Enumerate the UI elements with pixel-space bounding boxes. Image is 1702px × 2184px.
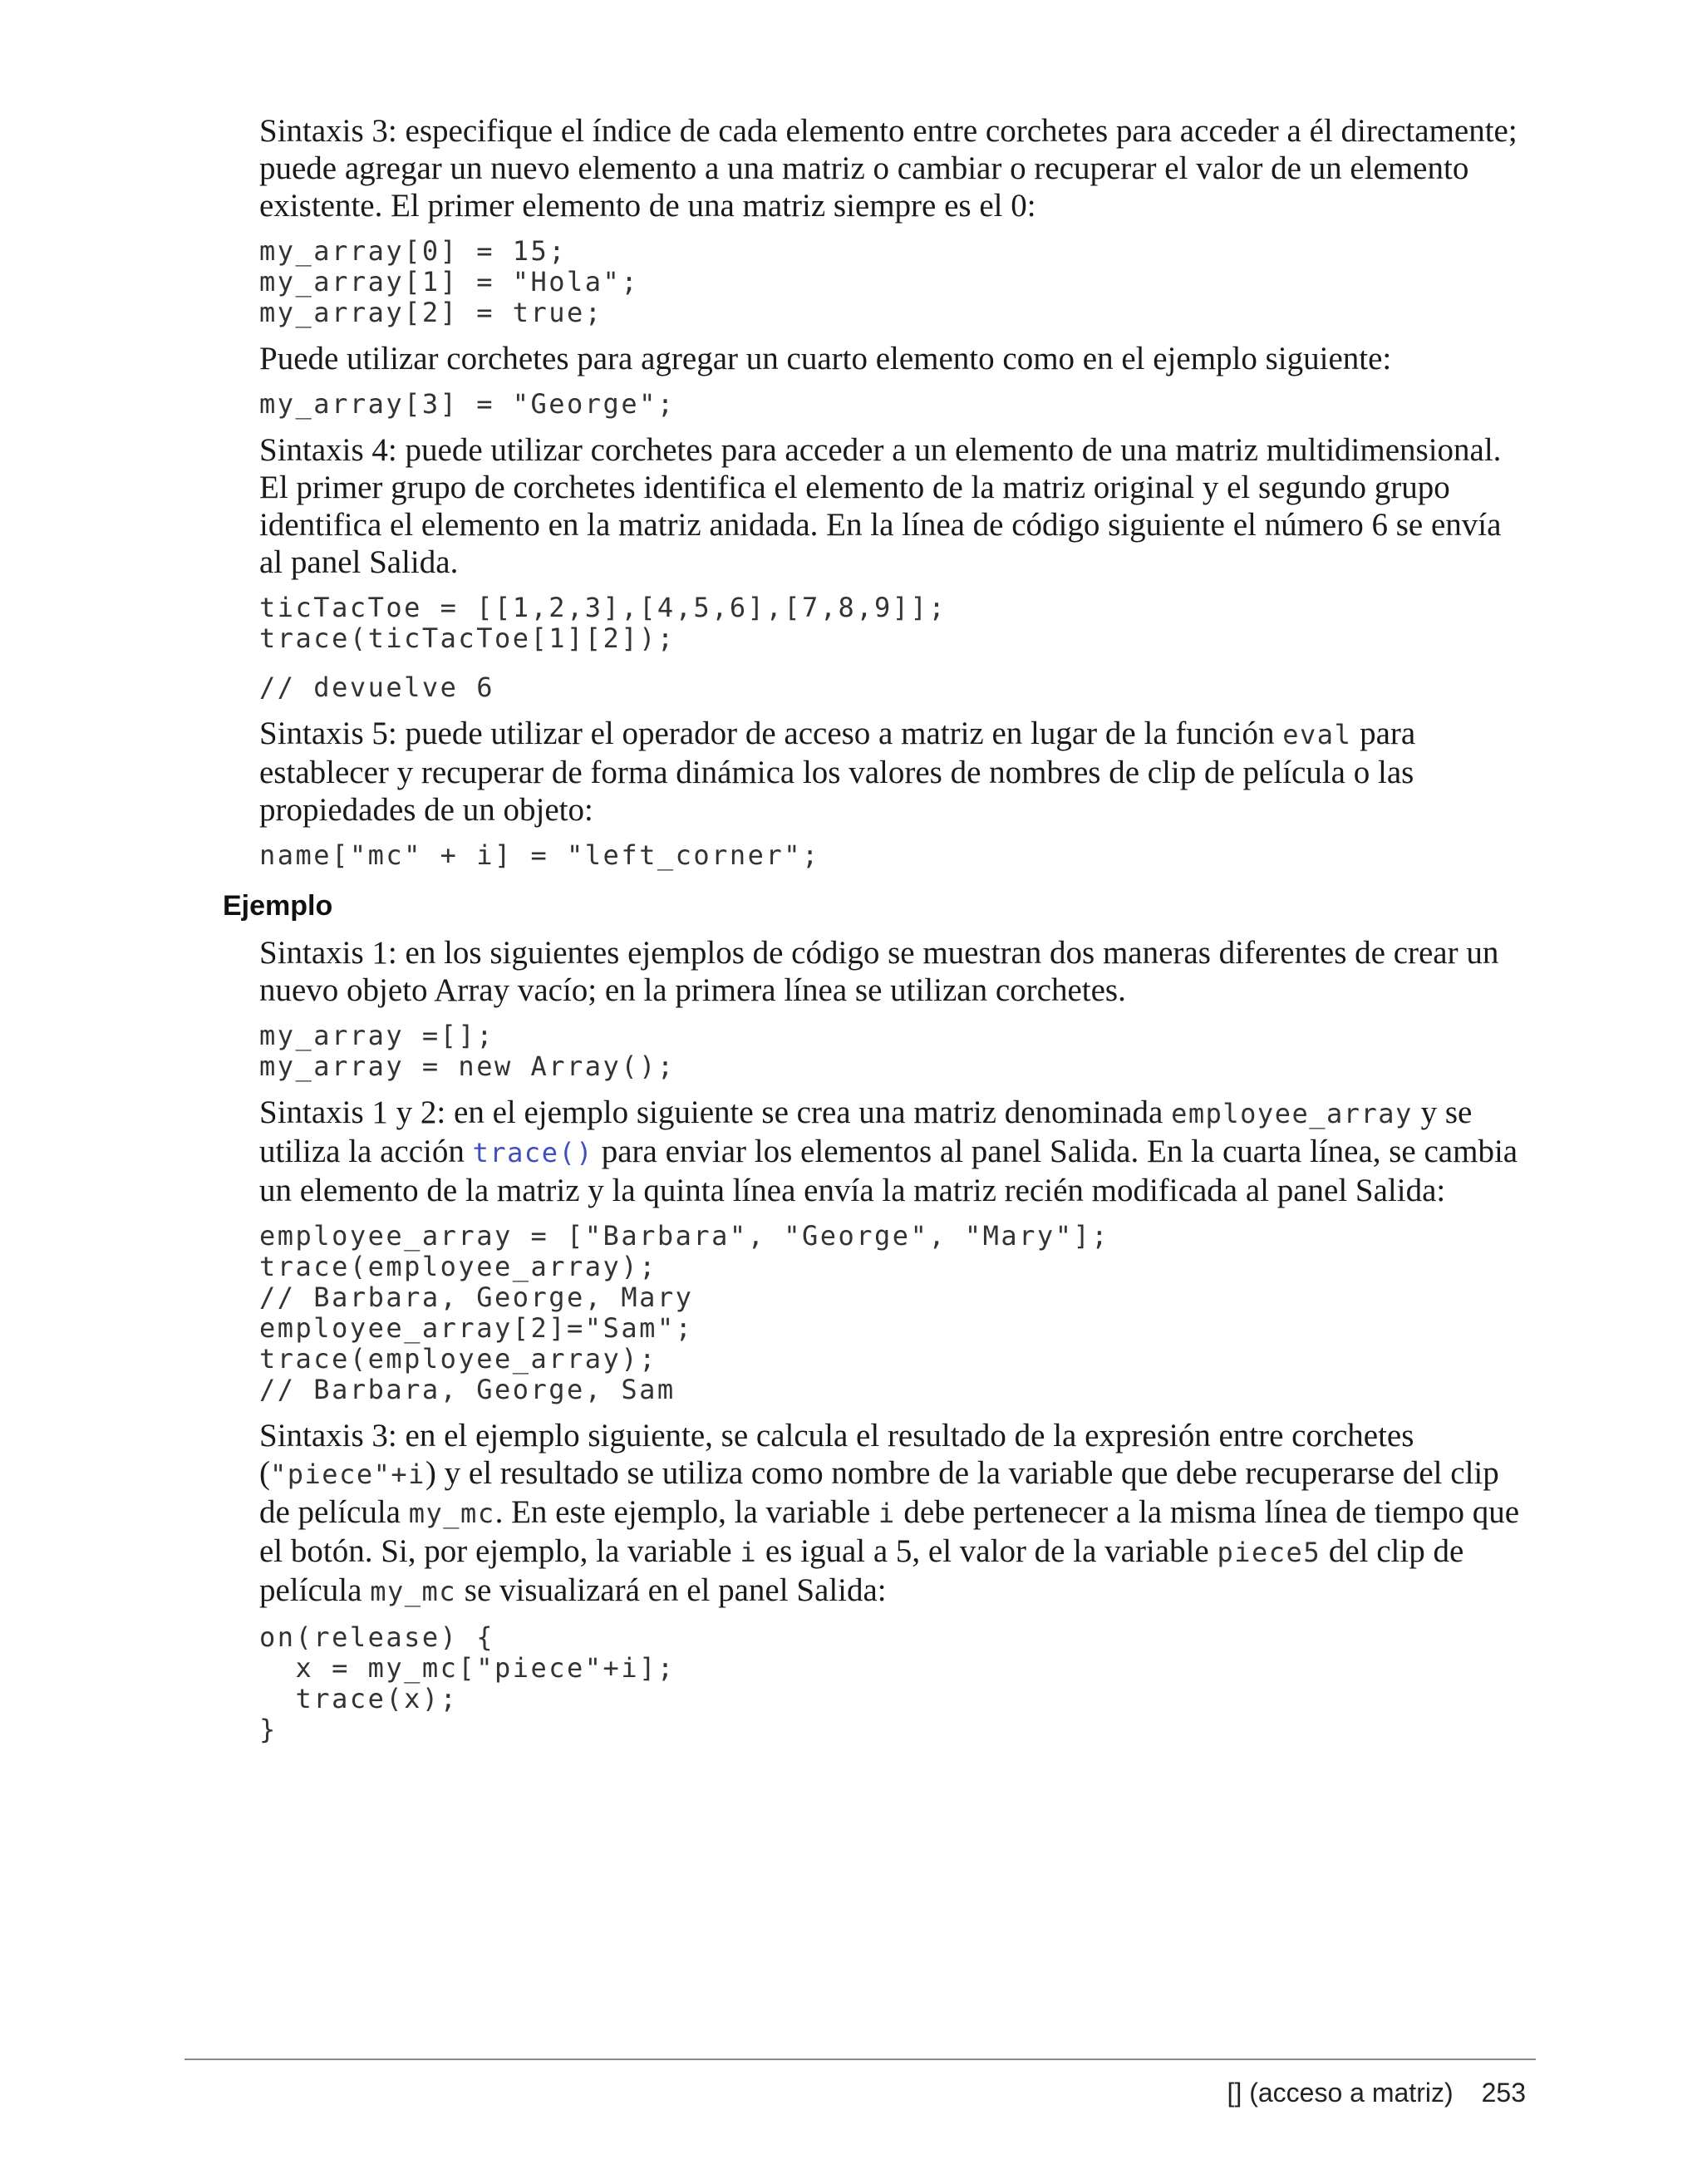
text-run: . En este ejemplo, la variable — [494, 1494, 878, 1530]
inline-code-employee-array: employee_array — [1171, 1098, 1413, 1129]
inline-code-i: i — [740, 1537, 758, 1568]
text-run: Sintaxis 5: puede utilizar el operador de acceso a matriz en lugar de la función — [259, 716, 1283, 751]
paragraph-syntax-3: Sintaxis 3: especifique el índice de cada elemento entre corchetes para acceder a él directamente; puede agregar un nuevo elemento a una matriz o cambiar o recuperar el valor de un elemento existente. El primer elemento de una matriz siempre es el 0: — [259, 113, 1518, 224]
page-number: 253 — [1481, 2078, 1526, 2108]
inline-code-my-mc: my_mc — [408, 1498, 495, 1529]
section-heading-example: Ejemplo — [223, 890, 333, 922]
trace-link[interactable]: trace() — [472, 1137, 593, 1168]
paragraph-example-syntax-1-2 — [259, 1094, 1531, 1209]
text-run: y se utiliza la acción — [259, 1094, 1473, 1169]
text-run: Sintaxis 3: en el ejemplo siguiente, se calcula el resultado de la expresión entre corchetes ( — [259, 1418, 1414, 1491]
paragraph-syntax-4: Sintaxis 4: puede utilizar corchetes para acceder a un elemento de una matriz multidimensional. El primer grupo de corchetes identifica el elemento de la matriz original y el segundo grupo identifica el elemento en la matriz anidada. En la línea de código siguiente el número 6 se envía al panel Salida. — [259, 432, 1502, 580]
page-footer — [1227, 2078, 1526, 2108]
text-run: para establecer y recuperar de forma dinámica los valores de nombres de clip de película o las propiedades de un objeto: — [259, 716, 1416, 828]
code-block-dynamic-name: name["mc" + i] = "left_corner"; — [259, 839, 820, 871]
text-run: ) y el resultado se utiliza como nombre de la variable que debe recuperarse del clip de película — [259, 1455, 1499, 1530]
code-block-on-release: on(release) { x = my_mc["piece"+i]; trace(x); } — [259, 1621, 676, 1745]
footer-divider — [184, 2059, 1536, 2060]
text-run: Sintaxis 1 y 2: en el ejemplo siguiente se crea una matriz denominada — [259, 1094, 1172, 1130]
code-block-array-index: my_array[0] = 15; my_array[1] = "Hola"; my_array[2] = true; — [259, 235, 640, 328]
page-content — [223, 112, 1531, 1757]
paragraph-fourth-element: Puede utilizar corchetes para agregar un cuarto elemento como en el ejemplo siguiente: — [259, 341, 1392, 376]
code-block-tictactoe: ticTacToe = [[1,2,3],[4,5,6],[7,8,9]]; trace(ticTacToe[1][2]); — [259, 592, 947, 654]
footer-section-title: [] (acceso a matriz) — [1227, 2078, 1454, 2108]
paragraph-example-syntax-1: Sintaxis 1: en los siguientes ejemplos de código se muestran dos maneras diferentes de crear un nuevo objeto Array vacío; en la primera línea se utilizan corchetes. — [259, 935, 1499, 1008]
text-run: es igual a 5, el valor de la variable — [757, 1533, 1217, 1569]
text-run: se visualizará en el panel Salida: — [456, 1572, 887, 1608]
inline-code-piece5: piece5 — [1217, 1537, 1321, 1568]
inline-code-eval: eval — [1282, 719, 1352, 750]
inline-code-piece-i: "piece"+i — [270, 1458, 426, 1490]
text-run: debe pertenecer a la misma línea de tiempo que el botón. Si, por ejemplo, la variable — [259, 1494, 1520, 1569]
code-block-fourth-element: my_array[3] = "George"; — [259, 388, 676, 420]
code-comment-returns-6: // devuelve 6 — [259, 671, 494, 703]
inline-code-my-mc: my_mc — [370, 1576, 457, 1607]
text-run: para enviar los elementos al panel Salida. En la cuarta línea, se cambia un elemento de la matriz y la quinta línea envía la matriz recién modificada al panel Salida: — [259, 1134, 1518, 1208]
text-run: del clip de película — [259, 1533, 1464, 1608]
paragraph-syntax-5 — [259, 715, 1531, 829]
inline-code-i: i — [878, 1498, 896, 1529]
code-block-empty-array: my_array =[]; my_array = new Array(); — [259, 1020, 676, 1082]
paragraph-example-syntax-3 — [259, 1417, 1531, 1611]
code-block-employee-array: employee_array = ["Barbara", "George", "Mary"]; trace(employee_array); // Barbara, George, Mary employee_array[2]="Sam"; trace(employee_array); // Barbara, George, Sam — [259, 1220, 1109, 1405]
